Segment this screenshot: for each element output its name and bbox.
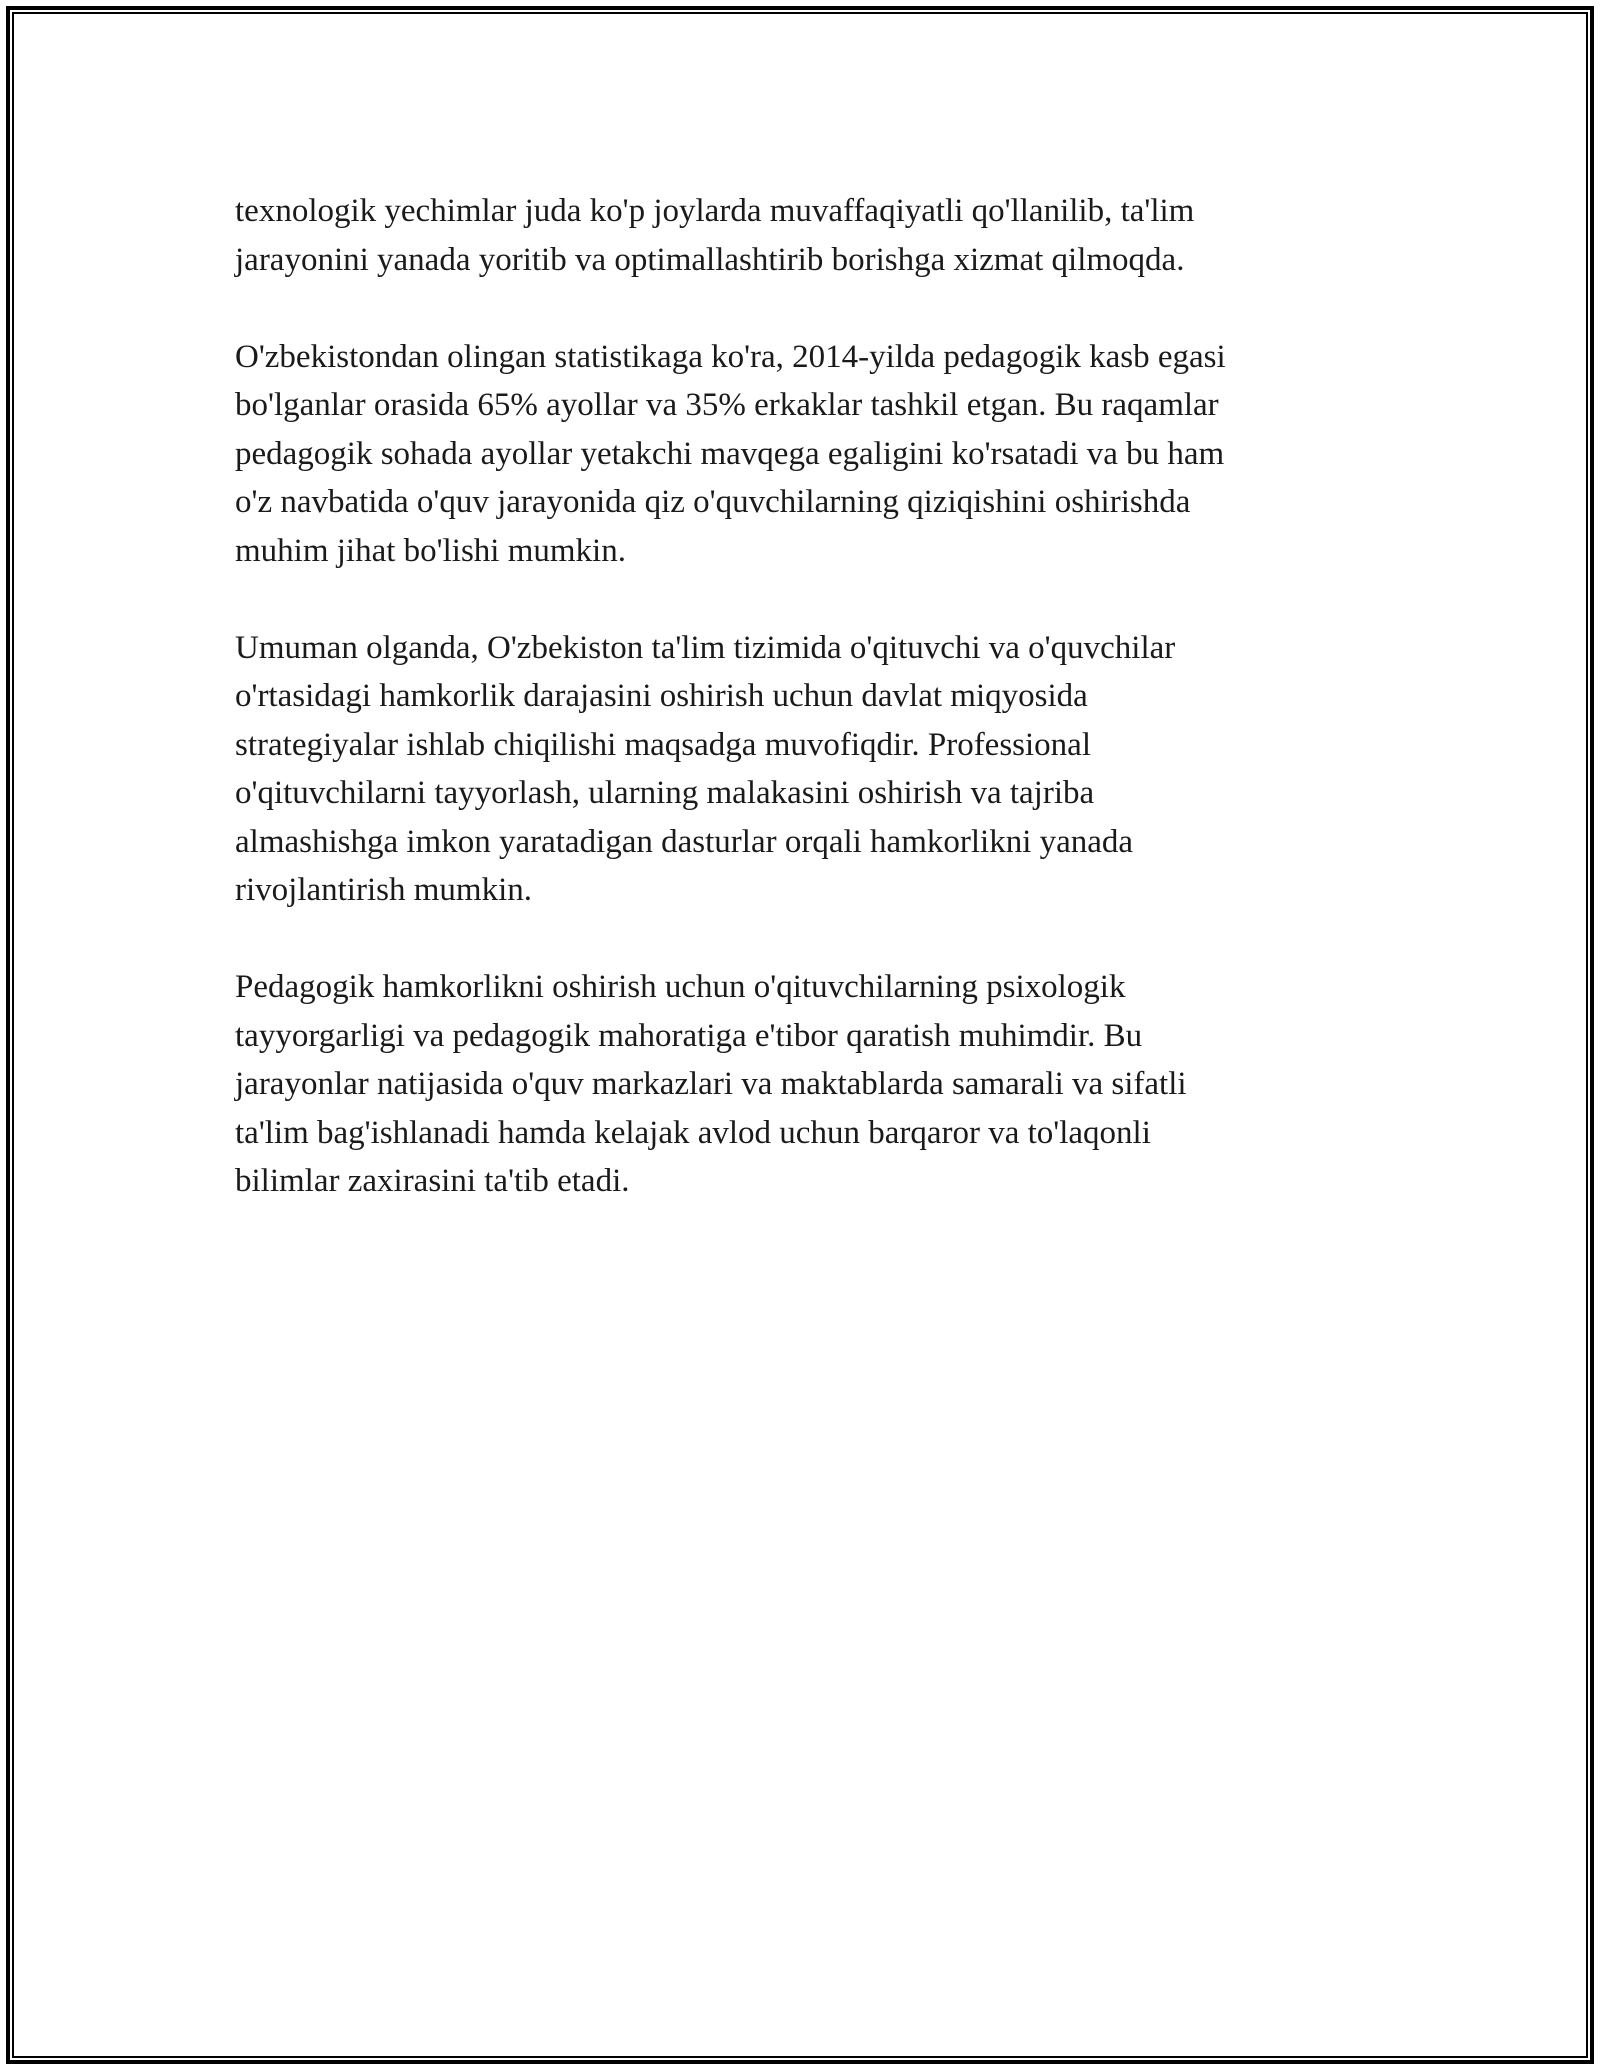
paragraph-4: Pedagogik hamkorlikni oshirish uchun o'qituvchilarning psixologik tayyorgarligi va pedagogik mahoratiga e'tibor qaratish muhimdir. Bu jarayonlar natijasida o'quv markazlari va maktablarda samarali va sifatli ta'lim bag'ishlanadi hamda kelajak avlod uchun barqaror va to'laqonli bilimlar zaxirasini ta'tib etadi. <box>235 969 1187 1199</box>
paragraph-3: Umuman olganda, O'zbekiston ta'lim tizimida o'qituvchi va o'quvchilar o'rtasidagi hamkorlik darajasini oshirish uchun davlat miqyosida strategiyalar ishlab chiqilishi maqsadga muvofiqdir. Professional o'qituvchilarni tayyorlash, ularning malakasini oshirish va tajriba almashishga imkon yaratadigan dasturlar orqali hamkorlikni yanada rivojlantirish mumkin. <box>235 629 1176 908</box>
paragraph-1: texnologik yechimlar juda ko'p joylarda muvaffaqiyatli qo'llanilib, ta'lim jarayonini yanada yoritib va optimallashtirib borishga xizmat qilmoqda. <box>235 193 1195 278</box>
paragraph-2: O'zbekistondan olingan statistikaga ko'ra, 2014-yilda pedagogik kasb egasi bo'lganlar orasida 65% ayollar va 35% erkaklar tashkil etgan. Bu raqamlar pedagogik sohada ayollar yetakchi mavqega egaligini ko'rsatadi va bu ham o'z navbatida o'quv jarayonida qiz o'quvchilarning qiziqishini oshirishda muhim jihat bo'lishi mumkin. <box>235 338 1226 569</box>
page-content <box>235 187 1365 1254</box>
